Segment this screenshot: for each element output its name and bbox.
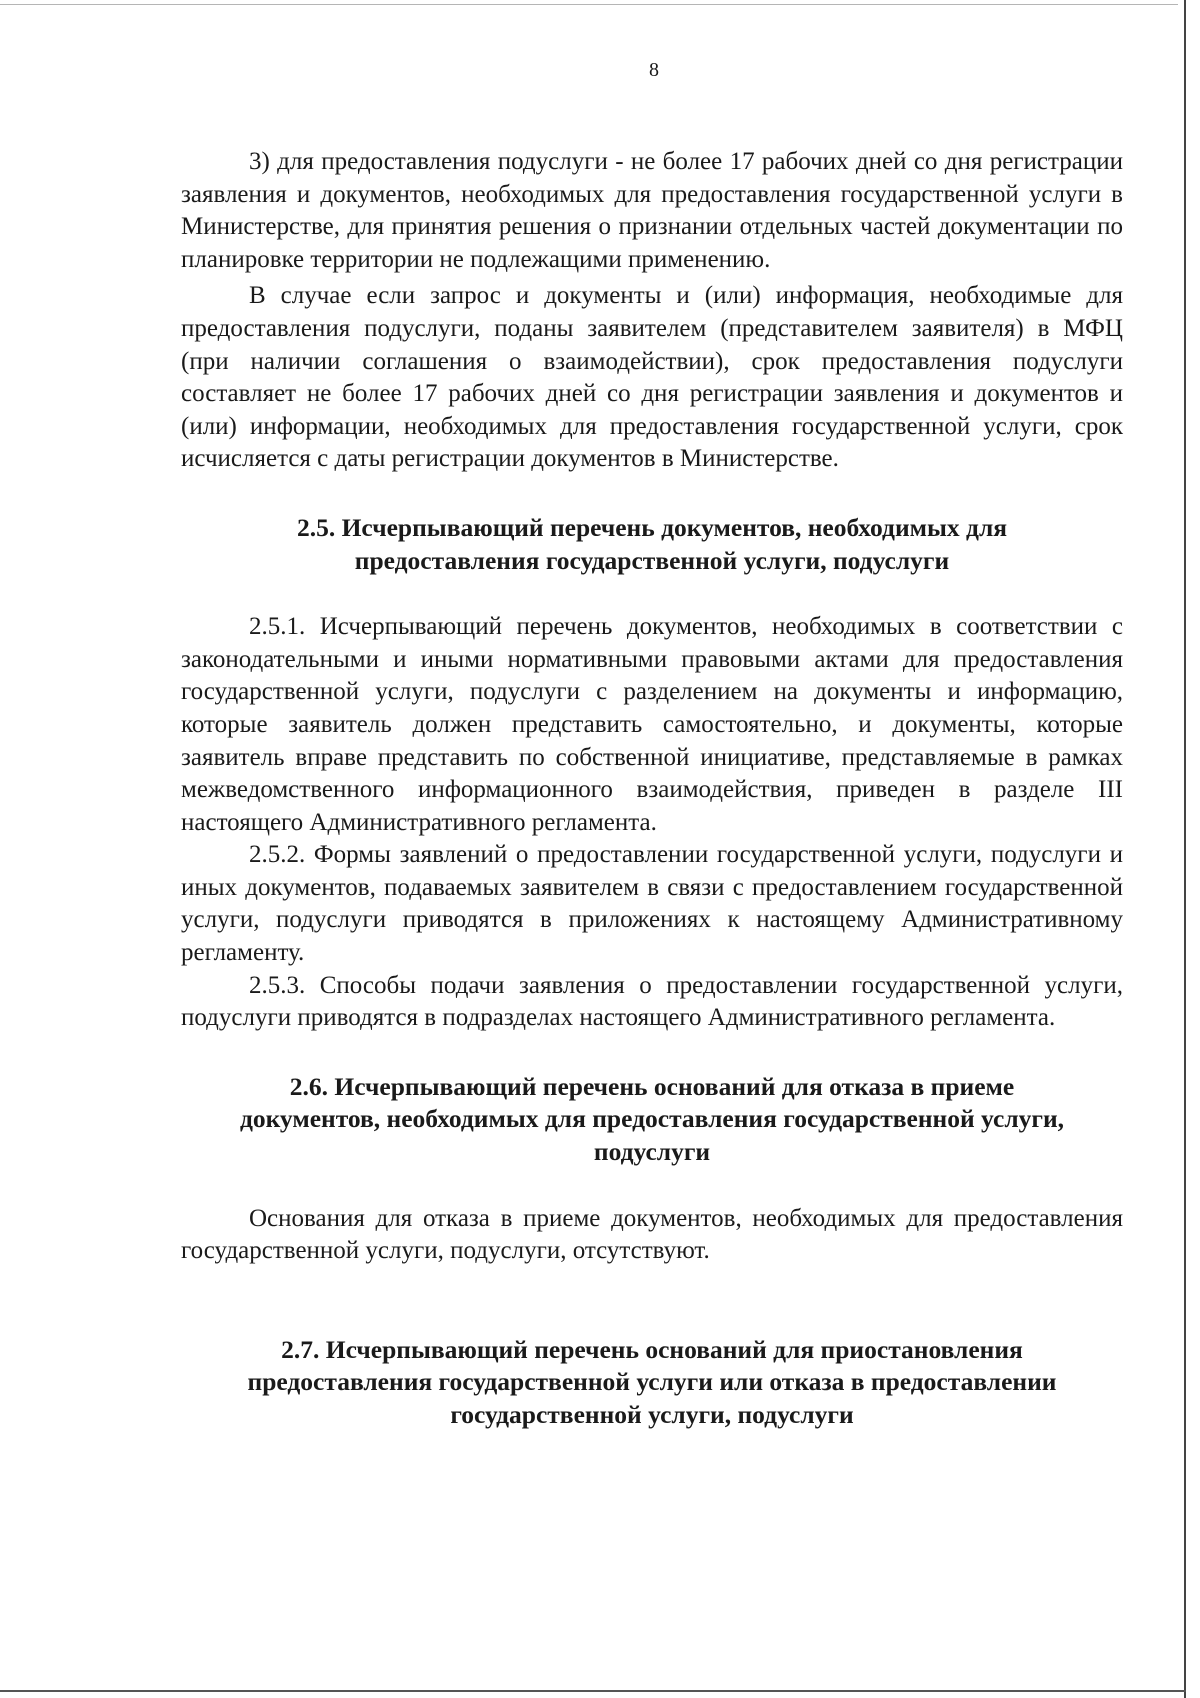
section-2-7-heading-line-1: 2.7. Исчерпывающий перечень оснований для приостановления [281,1334,1023,1364]
section-2-5-heading [181,512,1123,577]
scan-top-edge [0,4,1178,5]
scan-right-edge [1184,0,1186,1698]
document-body [181,146,1123,1432]
section-2-7-heading-line-2: предоставления государственной услуги или отказа в предоставлении [247,1367,1057,1397]
paragraph-mfc-deadline: В случае если запрос и документы и (или) информация, необходимые для предоставления подуслуги, поданы заявителем (представителем заявителя) в МФЦ (при наличии соглашения о взаимодействии), срок предоставления подуслуги составляет не более 17 рабочих дней со дня регистрации заявления и документов и (или) информации, необходимых для предоставления государственной услуги, срок исчисляется с даты регистрации документов в Министерстве. [181,282,1123,473]
paragraph-2-5-2: 2.5.2. Формы заявлений о предоставлении государственной услуги, подуслуги и иных документов, подаваемых заявителем в связи с предоставлением государственной услуги, подуслуги приводятся в приложениях к настоящему Административному регламенту. [181,841,1123,967]
section-2-6-heading-line-3: подуслуги [593,1137,711,1167]
section-2-6-heading [181,1071,1123,1169]
paragraph-2-5-3: 2.5.3. Способы подачи заявления о предоставлении государственной услуги, подуслуги приводятся в подразделах настоящего Административного регламента. [181,971,1123,1032]
paragraph-2-6-body: Основания для отказа в приеме документов, необходимых для предоставления государственной услуги, подуслуги, отсутствуют. [181,1204,1123,1265]
page-number: 8 [649,59,659,81]
section-2-5-heading-line-2: предоставления государственной услуги, подуслуги [354,545,950,575]
section-2-6-heading-line-2: документов, необходимых для предоставления государственной услуги, [239,1104,1065,1134]
section-2-5-heading-line-1: 2.5. Исчерпывающий перечень документов, необходимых для [296,512,1008,542]
section-2-7-heading [181,1334,1123,1432]
scan-bottom-edge [0,1690,1186,1692]
section-2-7-heading-line-3: государственной услуги, подуслуги [450,1400,854,1429]
section-2-6-heading-line-1: 2.6. Исчерпывающий перечень оснований для отказа в приеме [289,1071,1015,1101]
paragraph-subservice-deadline: 3) для предоставления подуслуги - не более 17 рабочих дней со дня регистрации заявления и документов, необходимых для предоставления государственной услуги в Министерстве, для принятия решения о признании отдельных частей документации по планировке территории не подлежащими применению. [181,148,1123,273]
paragraph-2-5-1: 2.5.1. Исчерпывающий перечень документов, необходимых в соответствии с законодательными и иными нормативными правовыми актами для предоставления государственной услуги, подуслуги с разделением на документы и информацию, которые заявитель должен представить самостоятельно, и документы, которые заявитель вправе представить по собственной инициативе, представляемые в рамках межведомственного информационного взаимодействия, приведен в разделе III настоящего Административного регламента. [181,613,1123,836]
